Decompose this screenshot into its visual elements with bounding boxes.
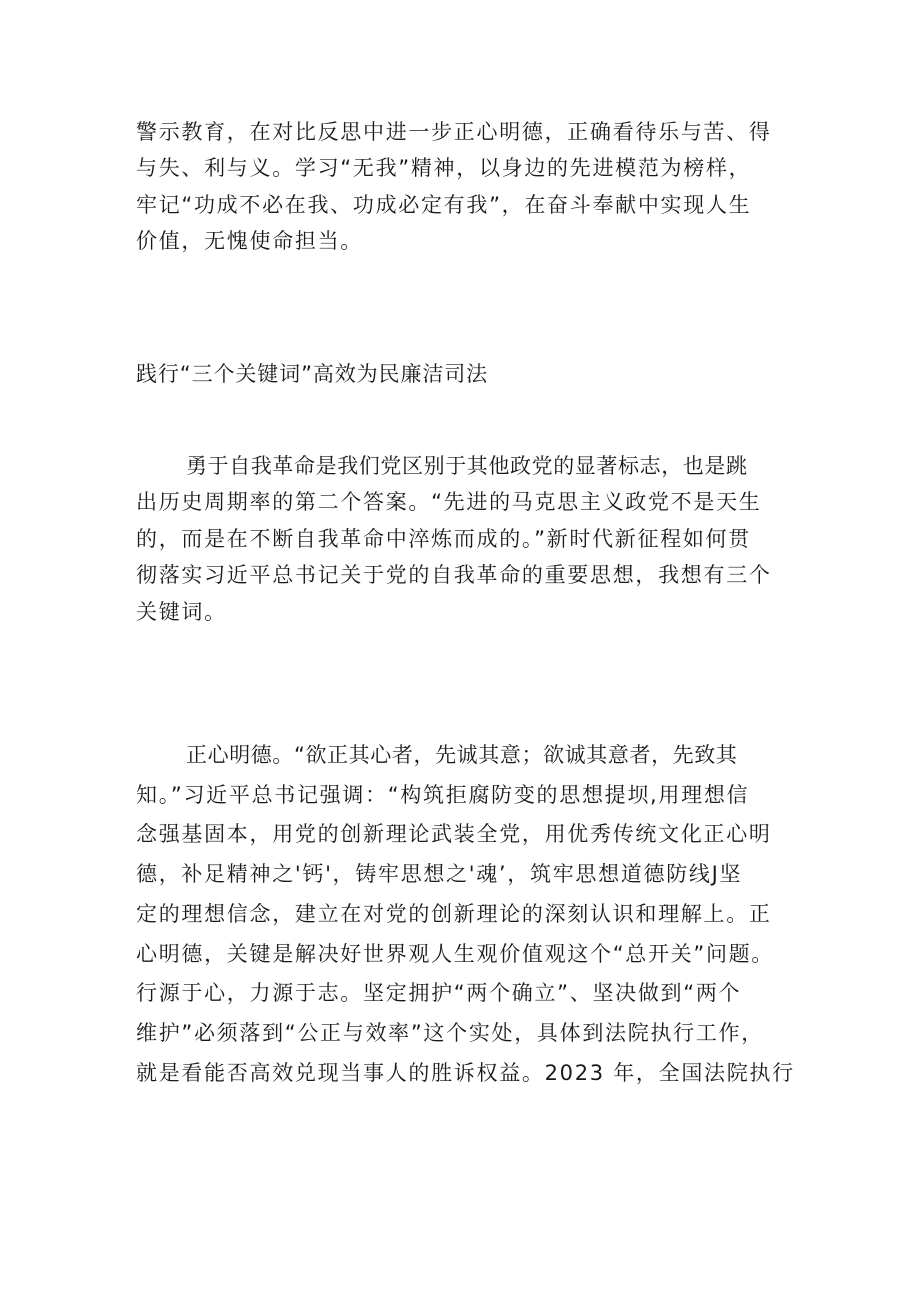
text-line: 知。”习近平总书记强调：“构筑拒腐防变的思想提坝,用理想信 <box>136 783 750 807</box>
text-line: 彻落实习近平总书记关于党的自我革命的重要思想，我想有三个 <box>136 563 772 587</box>
text-line: 念强基固本，用党的创新理论武装全党，用优秀传统文化正心明 <box>136 822 772 846</box>
text-line: 出历史周期率的第二个答案。“先进的马克思主义政党不是天生 <box>136 490 762 514</box>
text-line: 勇于自我革命是我们党区别于其他政党的显著标志，也是跳 <box>186 454 748 478</box>
text-line: 与失、利与义。学习“无我”精神，以身边的先进模范为榜样， <box>136 156 752 180</box>
text-line: 德，补足精神之'钙'，铸牢思想之'魂’，筑牢思想道德防线J坚 <box>136 862 743 886</box>
text-line: 维护”必须落到“公正与效率”这个实处，具体到法院执行工作， <box>136 1021 764 1045</box>
section-heading: 践行“三个关键词”高效为民廉洁司法 <box>136 362 489 386</box>
text-line: 价值，无愧使命担当。 <box>136 229 363 253</box>
text-line: 心明德，关键是解决好世界观人生观价值观这个“总开关”问题。 <box>136 942 775 966</box>
text-line: 关键词。 <box>136 600 227 624</box>
text-line: 的，而是在不断自我革命中淬炼而成的。”新时代新征程如何贯 <box>136 527 751 551</box>
text-line: 警示教育，在对比反思中进一步正心明德，正确看待乐与苦、得 <box>136 120 772 144</box>
text-line: 牢记“功成不必在我、功成必定有我”，在奋斗奉献中实现人生 <box>136 193 752 217</box>
text-line: 行源于心，力源于志。坚定拥护“两个确立”、坚决做到“两个 <box>136 981 742 1005</box>
text-line: 定的理想信念，建立在对党的创新理论的深刻认识和理解上。正 <box>136 902 772 926</box>
text-line: 正心明德。“欲正其心者，先诚其意；欲诚其意者，先致其 <box>186 743 738 767</box>
text-line: 就是看能否高效兑现当事人的胜诉权益。2023 年，全国法院执行 <box>136 1061 795 1085</box>
